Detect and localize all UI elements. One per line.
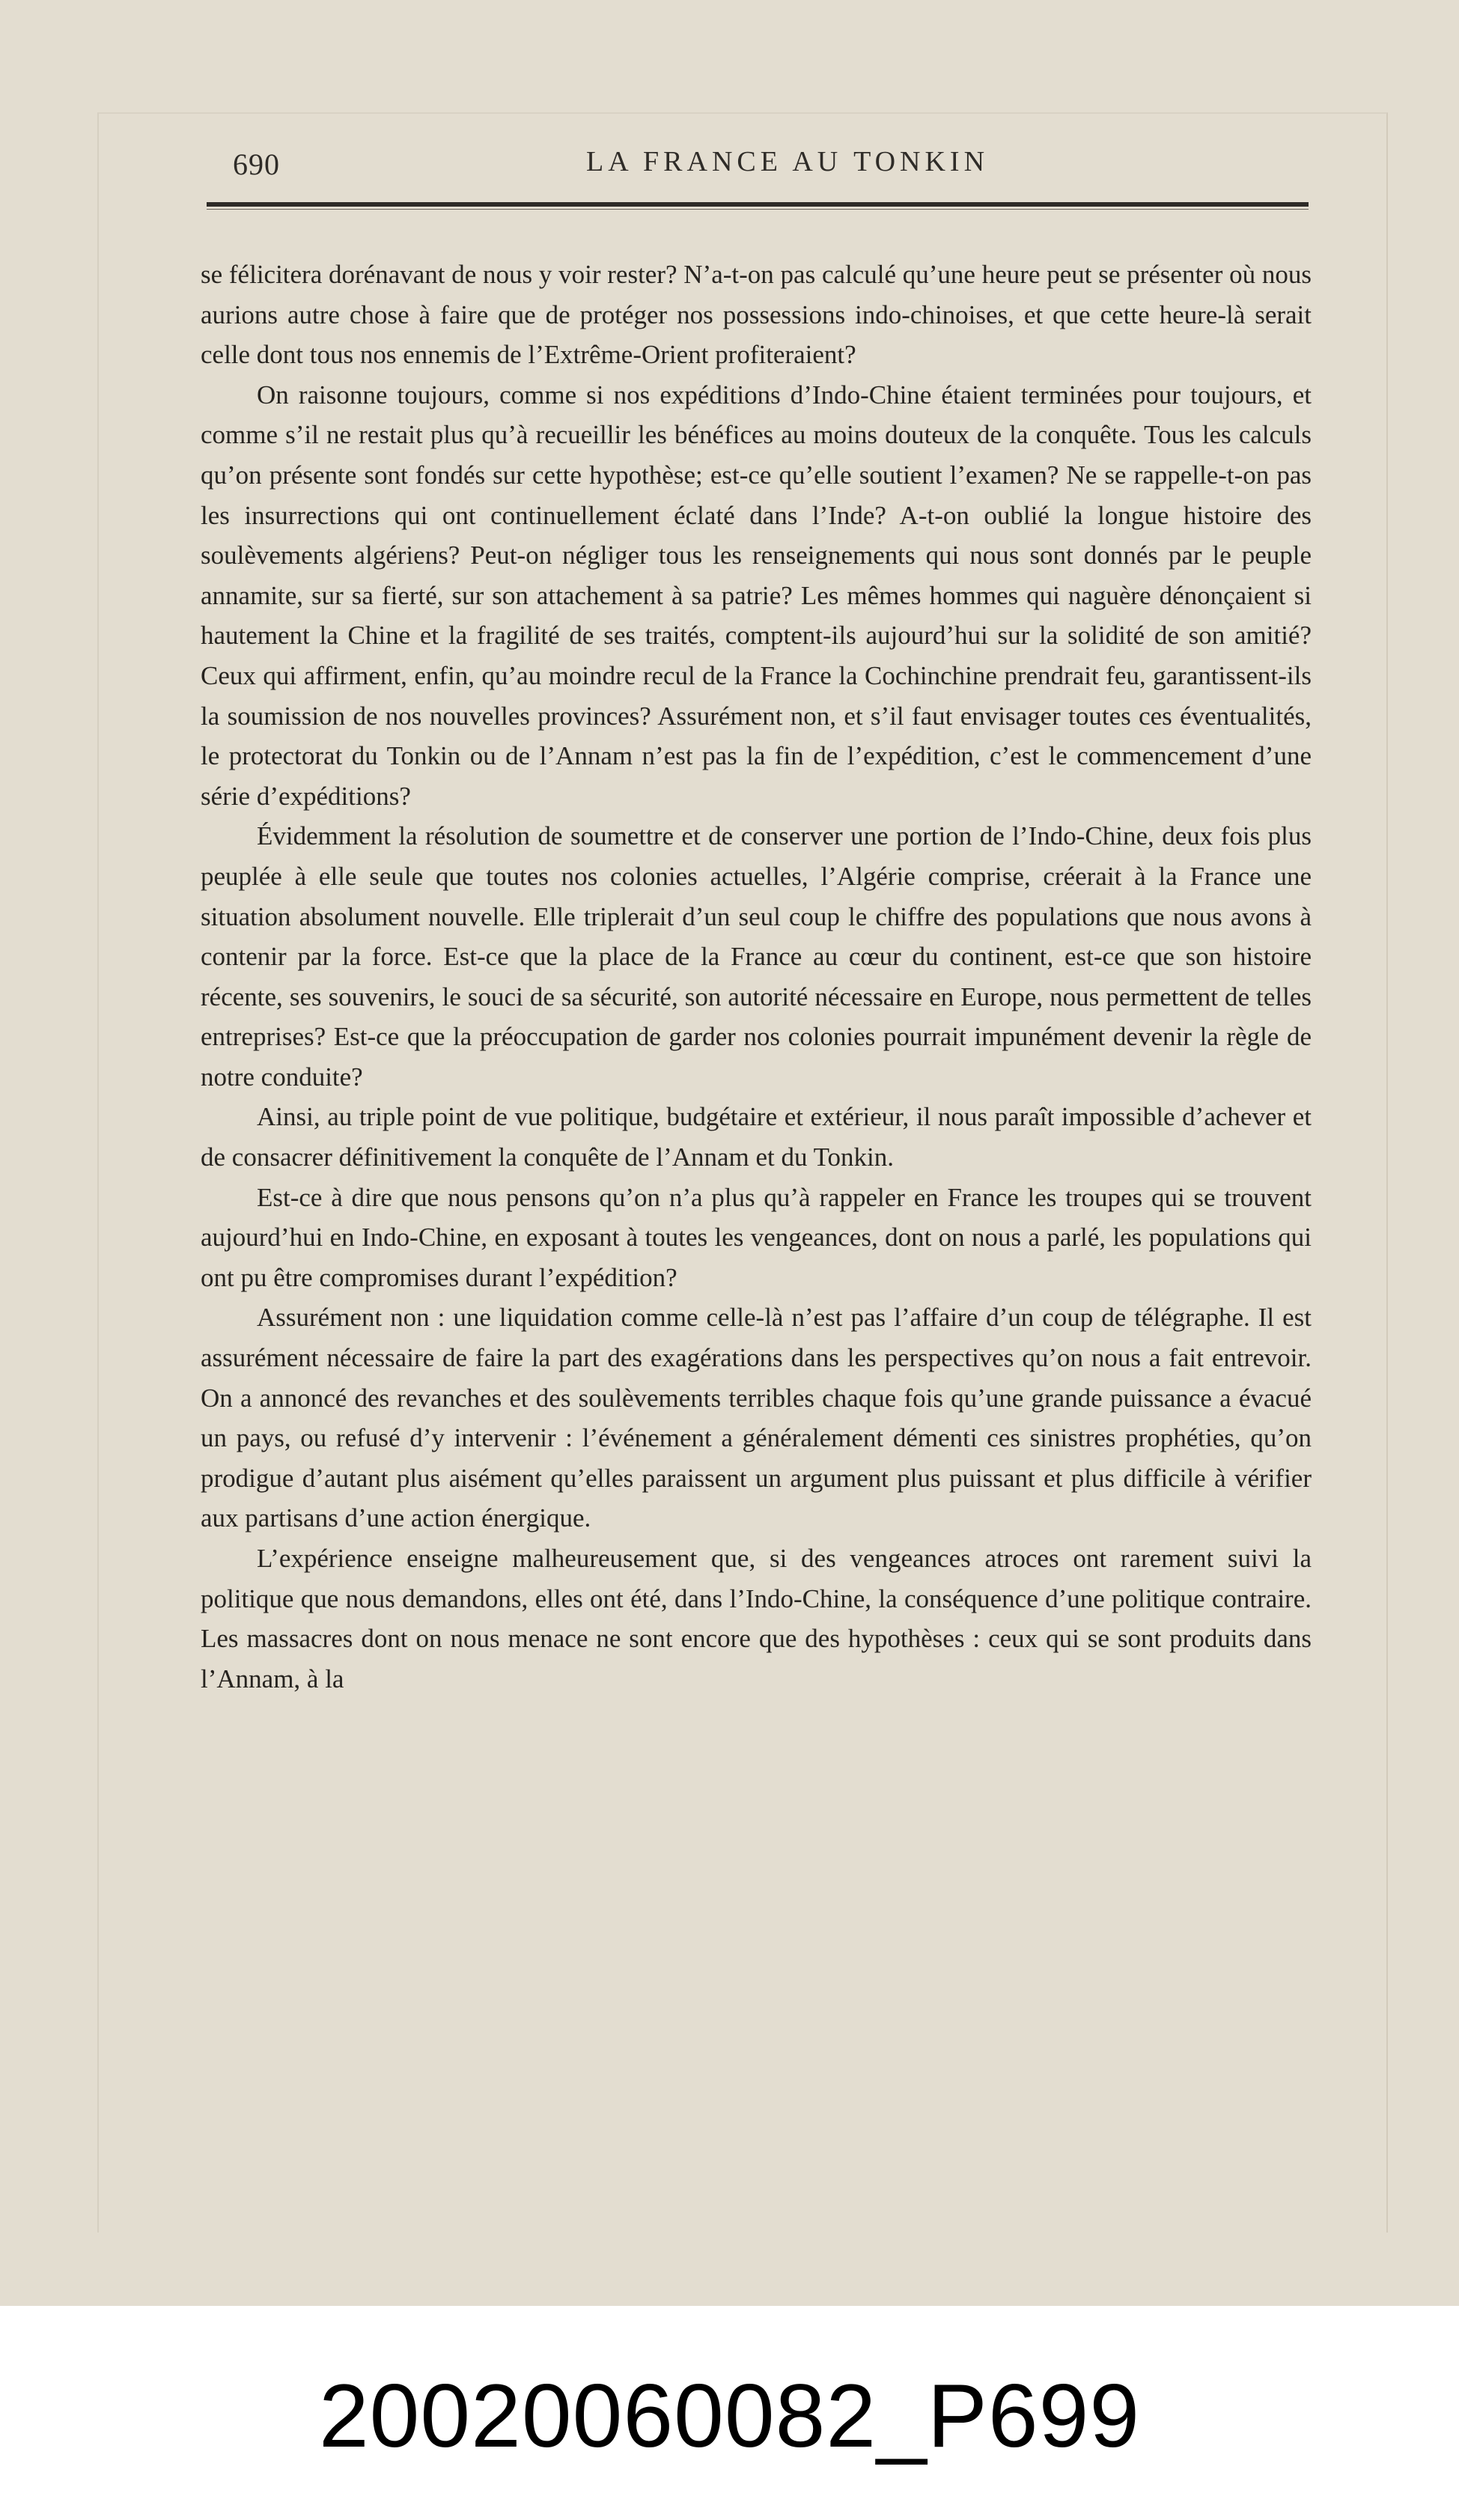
header-rule bbox=[207, 202, 1309, 207]
page-number: 690 bbox=[233, 147, 280, 181]
paragraph-3: Évidemment la résolution de soumettre et de conserver une portion de l’Indo-Chine, deux fois plus peuplée à elle seule que toutes nos colonies actuelles, l’Algérie comprise, créerait à la France une situation absolument nouvelle. Elle triplerait d’un seul coup le chiffre des populations que nous avons à contenir par la force. Est-ce que la place de la France au cœur du continent, est-ce que son histoire récente, ses souvenirs, le souci de sa sécurité, son autorité nécessaire en Europe, nous permettent de telles entreprises? Est-ce que la préoccupation de garder nos colonies pourrait impunément devenir la règle de notre conduite? bbox=[201, 821, 1312, 1092]
body-text bbox=[201, 255, 1312, 1699]
paragraph-6: Assurément non : une liquidation comme celle-là n’est pas l’affaire d’un coup de télégraphe. Il est assurément nécessaire de faire la part des exagérations dans les perspectives qu’on nous a fait entrevoir. On a annoncé des revanches et des soulèvements terribles chaque fois qu’une grande puissance a évacué un pays, ou refusé d’y intervenir : l’événement a généralement démenti ces sinistres prophéties, qu’on prodigue d’autant plus aisément qu’elles paraissent un argument plus puissant et plus difficile à vérifier aux partisans d’une action énergique. bbox=[201, 1303, 1312, 1533]
catalog-id: 20020060082_P699 bbox=[318, 2366, 1141, 2466]
running-title: LA FRANCE AU TONKIN bbox=[585, 146, 990, 177]
catalog-strip bbox=[0, 2306, 1459, 2520]
paragraph-4: Ainsi, au triple point de vue politique, budgétaire et extérieur, il nous paraît impossible d’achever et de consacrer définitivement la conquête de l’Annam et du Tonkin. bbox=[201, 1102, 1312, 1172]
running-head bbox=[207, 139, 1309, 186]
header-rule-thin bbox=[207, 209, 1309, 210]
paragraph-1: se félicitera dorénavant de nous y voir rester? N’a-t-on pas calculé qu’une heure peut se présenter où nous aurions autre chose à faire que de protéger nos possessions indo-chinoises, et que cette heure-là serait celle dont tous nos ennemis de l’Extrême-Orient profiteraient? bbox=[201, 260, 1312, 370]
paragraph-7: L’expérience enseigne malheureusement que, si des vengeances atroces ont rarement suivi la politique que nous demandons, elles ont été, dans l’Indo-Chine, la conséquence d’une politique contraire. Les massacres dont on nous menace ne sont encore que des hypothèses : ceux qui se sont produits dans l’Annam, à la bbox=[201, 1544, 1312, 1693]
paragraph-5: Est-ce à dire que nous pensons qu’on n’a plus qu’à rappeler en France les troupes qui se trouvent aujourd’hui en Indo-Chine, en exposant à toutes les vengeances, dont on nous a parlé, les populations qui ont pu être compromises durant l’expédition? bbox=[201, 1182, 1312, 1292]
paragraph-2: On raisonne toujours, comme si nos expéditions d’Indo-Chine étaient terminées pour toujours, et comme s’il ne restait plus qu’à recueillir les bénéfices au moins douteux de la conquête. Tous les calculs qu’on présente sont fondés sur cette hypothèse; est-ce qu’elle soutient l’examen? Ne se rappelle-t-on pas les insurrections qui ont continuellement éclaté dans l’Inde? A-t-on oublié la longue histoire des soulèvements algériens? Peut-on négliger tous les renseignements qui nous sont donnés par le peuple annamite, sur sa fierté, sur son attachement à sa patrie? Les mêmes hommes qui naguère dénonçaient si hautement la Chine et la fragilité de ses traités, comptent-ils aujourd’hui sur la solidité de son amitié? Ceux qui affirment, enfin, qu’au moindre recul de la France la Cochinchine prendrait feu, garantissent-ils la soumission de nos nouvelles provinces? Assurément non, et s’il faut envisager toutes ces éventualités, le protectorat du Tonkin ou de l’Annam n’est pas la fin de l’expédition, c’est le commencement d’une série d’expéditions? bbox=[201, 380, 1312, 811]
